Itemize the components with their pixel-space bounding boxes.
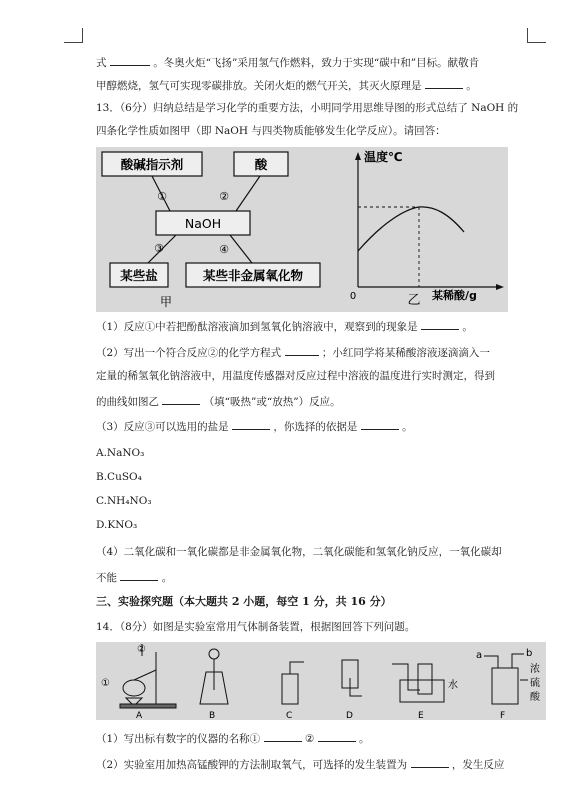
acid-label: 酸 [254, 157, 268, 172]
q13-figure [96, 147, 508, 312]
label-acid-2: 硫 [530, 678, 540, 689]
label-e: E [418, 711, 424, 720]
apparatus-b [200, 649, 228, 704]
reaction-4-marker: ④ [219, 243, 229, 256]
answer-blank[interactable] [361, 418, 399, 430]
text: 不能 [96, 572, 117, 584]
test-tube-clamp [134, 670, 156, 680]
answer-blank[interactable] [110, 54, 150, 66]
text: 。 [358, 733, 370, 745]
label-acid-3: 酸 [530, 692, 540, 703]
reaction-1-marker: ① [157, 190, 167, 203]
oxide-label: 某些非金属氧化物 [202, 268, 304, 283]
collecting-bottle-e [418, 664, 432, 694]
corner-mark-left [64, 28, 83, 43]
y-axis-arrow [355, 152, 361, 160]
text: 。 [402, 421, 413, 433]
apparatus-e [392, 664, 444, 702]
q14-sub2 [96, 756, 536, 772]
text: （2）写出一个符合反应②的化学方程式 [96, 347, 282, 359]
q14-intro: 14．（8分）如图是实验室常用气体制备装置，根据图回答下列问题。 [96, 621, 416, 633]
apparatus-c [282, 662, 304, 704]
graph-caption: 乙 [407, 293, 421, 308]
text: 式 [96, 57, 107, 69]
bottle-c [282, 674, 298, 704]
text: （1）写出标有数字的仪器的名称① [96, 733, 261, 745]
indicator-label: 酸碱指示剂 [120, 157, 184, 172]
test-tube-a [123, 680, 145, 696]
q13-sub4-line2 [96, 569, 536, 585]
answer-blank[interactable] [264, 730, 302, 742]
label-instrument-2: ② [137, 644, 146, 655]
label-acid-1: 浓 [530, 664, 540, 675]
choice-a[interactable]: A.NaNO₃ [96, 447, 145, 459]
text: ；小红同学将某稀酸溶液逐滴滴入一 [321, 347, 490, 359]
answer-blank[interactable] [421, 318, 459, 330]
iron-stand-base [120, 704, 176, 708]
salt-label: 某些盐 [120, 268, 158, 283]
wash-bottle-f [492, 668, 518, 704]
label-d: D [346, 711, 353, 720]
tube-a [484, 656, 498, 668]
temperature-curve [358, 207, 464, 251]
q13-sub1 [96, 318, 536, 334]
q14-apparatus-figure [96, 642, 546, 720]
q13-sub2-line3 [96, 393, 536, 409]
label-water: 水 [448, 680, 458, 691]
answer-blank[interactable] [425, 77, 463, 89]
tube-b [512, 654, 524, 668]
label-a: A [136, 711, 143, 720]
text: （3）反应③可以选用的盐是 [96, 421, 229, 433]
answer-blank[interactable] [120, 569, 158, 581]
x-axis-arrow [496, 284, 504, 290]
q12-line1 [96, 54, 536, 70]
delivery-tube-e [392, 664, 420, 690]
reaction-3-marker: ③ [154, 242, 164, 255]
q13-sub2-line2: 定量的稀氢氧化钠溶液中，用温度传感器对反应过程中溶液的温度进行实时测定，得到 [96, 370, 495, 382]
q13-figure-svg [96, 147, 508, 312]
text: ，发生反应 [451, 759, 505, 771]
q13-intro-2: 四条化学性质如图甲（即 NaOH 与四类物质能够发生化学反应）。请回答： [96, 125, 446, 137]
graph-x-label: 某稀酸/g [432, 289, 477, 302]
funnel-top [209, 649, 219, 659]
label-tube-b: b [526, 648, 533, 659]
diagram-caption: 甲 [159, 295, 173, 309]
tube-d [350, 678, 362, 696]
answer-blank[interactable] [318, 730, 356, 742]
link-2 [236, 176, 260, 211]
label-f: F [500, 711, 506, 720]
q13-intro-1: 13．（6分）归纳总结是学习化学的重要方法，小明同学用思维导图的形式总结了 NaOH 的 [96, 102, 519, 114]
temperature-graph [355, 152, 504, 290]
label-b: B [209, 711, 216, 720]
text: ，你选择的依据是 [273, 421, 358, 433]
answer-blank[interactable] [232, 418, 270, 430]
answer-blank[interactable] [411, 756, 449, 768]
tube-c [290, 662, 304, 674]
apparatus-d [342, 660, 362, 696]
alcohol-lamp [126, 698, 142, 704]
graph-y-label: 温度℃ [364, 150, 403, 164]
choice-c[interactable]: C.NH₄NO₃ [96, 495, 152, 507]
water-trough [400, 680, 444, 702]
text: ② [304, 733, 315, 745]
q13-sub2-line1 [96, 344, 536, 360]
apparatus-a [120, 644, 176, 708]
corner-mark-right [527, 28, 546, 43]
text: 。 [462, 321, 473, 333]
answer-blank[interactable] [162, 393, 200, 405]
apparatus-svg [96, 642, 546, 720]
q13-sub4-line1: （4）二氧化碳和一氧化碳都是非金属氧化物，二氧化碳能和氢氧化钠反应，一氧化碳却 [96, 546, 502, 558]
label-tube-a: a [476, 650, 483, 661]
text: 甲醇燃烧，氢气可实现零碳排放。关闭火炬的燃气开关，其灭火原理是 [96, 80, 422, 92]
text: 的曲线如图乙 [96, 396, 159, 408]
text: 。 [161, 572, 173, 584]
label-instrument-1: ① [101, 678, 110, 689]
choice-b[interactable]: B.CuSO₄ [96, 471, 142, 483]
q14-sub1 [96, 730, 536, 746]
choice-d[interactable]: D.KNO₃ [96, 519, 138, 531]
apparatus-f [484, 654, 528, 704]
link-4 [230, 235, 252, 263]
text: （填“吸热”或“放热”）反应。 [203, 396, 341, 408]
section-3-title: 三、实验探究题（本大题共 2 小题，每空 1 分，共 16 分） [96, 595, 392, 608]
q13-sub3 [96, 418, 536, 434]
text: （1）反应①中若把酚酞溶液滴加到氢氧化钠溶液中，观察到的现象是 [96, 321, 418, 333]
text: 。冬奥火炬“飞扬”采用氢气作燃料，致力于实现“碳中和”目标。献敬肯 [153, 57, 480, 69]
graph-origin: 0 [349, 291, 357, 302]
q12-line2 [96, 77, 536, 93]
answer-blank[interactable] [285, 344, 319, 356]
naoh-label: NaOH [184, 216, 222, 231]
text: 。 [466, 80, 477, 92]
label-c: C [286, 711, 293, 720]
text: （2）实验室用加热高锰酸钾的方法制取氧气，可选择的发生装置为 [96, 759, 408, 771]
reaction-2-marker: ② [219, 190, 229, 203]
